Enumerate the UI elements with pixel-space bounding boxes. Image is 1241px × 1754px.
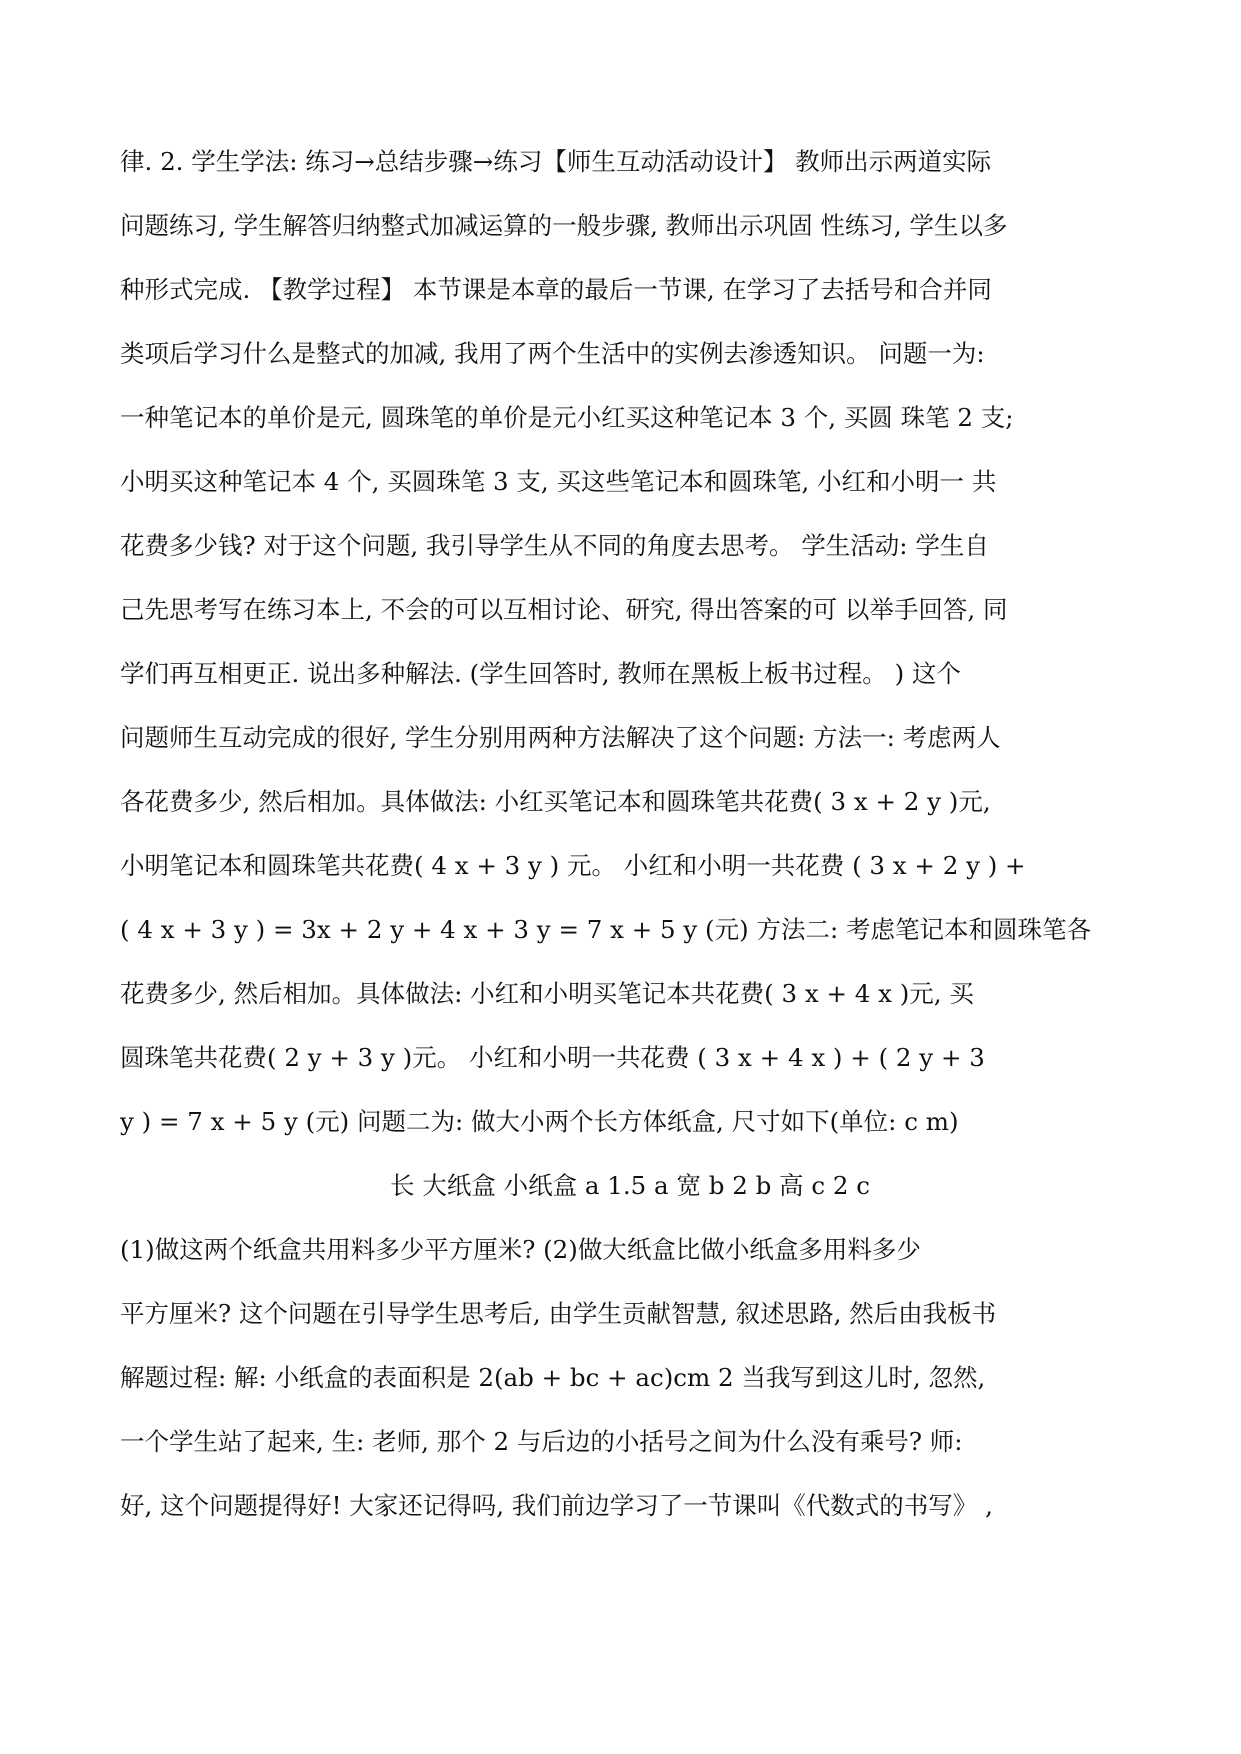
text-line-14: 花费多少, 然后相加。具体做法: 小红和小明买笔记本共花费( 3 x + 4 x )元, 买	[120, 979, 974, 1008]
text-line-1: 律. 2. 学生学法: 练习→总结步骤→练习【师生互动活动设计】 教师出示两道实际	[120, 147, 992, 176]
text-line-10: 问题师生互动完成的很好, 学生分别用两种方法解决了这个问题: 方法一: 考虑两人	[120, 723, 1001, 752]
text-line-22: 好, 这个问题提得好! 大家还记得吗, 我们前边学习了一节课叫《代数式的书写》 ,	[120, 1491, 993, 1520]
dimension-line: 长 大纸盒 小纸盒 a 1.5 a 宽 b 2 b 高 c 2 c	[390, 1171, 870, 1200]
text-line-12: 小明笔记本和圆珠笔共花费( 4 x + 3 y ) 元。 小红和小明一共花费 ( 3 x + 2 y ) +	[120, 851, 1026, 880]
text-line-19: 平方厘米? 这个问题在引导学生思考后, 由学生贡献智慧, 叙述思路, 然后由我板书	[120, 1299, 997, 1328]
text-line-15: 圆珠笔共花费( 2 y + 3 y )元。 小红和小明一共花费 ( 3 x + 4 x ) + ( 2 y + 3	[120, 1043, 985, 1072]
text-line-16: y ) = 7 x + 5 y (元) 问题二为: 做大小两个长方体纸盒, 尺寸如下(单位: c m)	[120, 1107, 959, 1136]
text-line-2: 问题练习, 学生解答归纳整式加减运算的一般步骤, 教师出示巩固 性练习, 学生以多	[120, 211, 1008, 240]
text-line-4: 类项后学习什么是整式的加减, 我用了两个生活中的实例去渗透知识。 问题一为:	[120, 339, 985, 368]
text-line-11: 各花费多少, 然后相加。具体做法: 小红买笔记本和圆珠笔共花费( 3 x + 2 y )元,	[120, 787, 991, 816]
text-line-5: 一种笔记本的单价是元, 圆珠笔的单价是元小红买这种笔记本 3 个, 买圆 珠笔 2 支;	[120, 403, 1014, 432]
text-line-18: (1)做这两个纸盒共用料多少平方厘米? (2)做大纸盒比做小纸盒多用料多少	[120, 1235, 921, 1264]
text-line-8: 己先思考写在练习本上, 不会的可以互相讨论、研究, 得出答案的可 以举手回答, 同	[120, 595, 1008, 624]
text-line-9: 学们再互相更正. 说出多种解法. (学生回答时, 教师在黑板上板书过程。 ) 这个	[120, 659, 961, 688]
text-line-3: 种形式完成. 【教学过程】 本节课是本章的最后一节课, 在学习了去括号和合并同	[120, 275, 992, 304]
text-line-21: 一个学生站了起来, 生: 老师, 那个 2 与后边的小括号之间为什么没有乘号? 师:	[120, 1427, 963, 1456]
text-line-13: ( 4 x + 3 y ) = 3x + 2 y + 4 x + 3 y = 7 x + 5 y (元) 方法二: 考虑笔记本和圆珠笔各	[120, 915, 1092, 944]
text-line-20: 解题过程: 解: 小纸盒的表面积是 2(ab + bc + ac)cm 2 当我写到这儿时, 忽然,	[120, 1363, 986, 1392]
text-line-6: 小明买这种笔记本 4 个, 买圆珠笔 3 支, 买这些笔记本和圆珠笔, 小红和小明一 共	[120, 467, 997, 496]
text-line-7: 花费多少钱? 对于这个问题, 我引导学生从不同的角度去思考。 学生活动: 学生自	[120, 531, 989, 560]
